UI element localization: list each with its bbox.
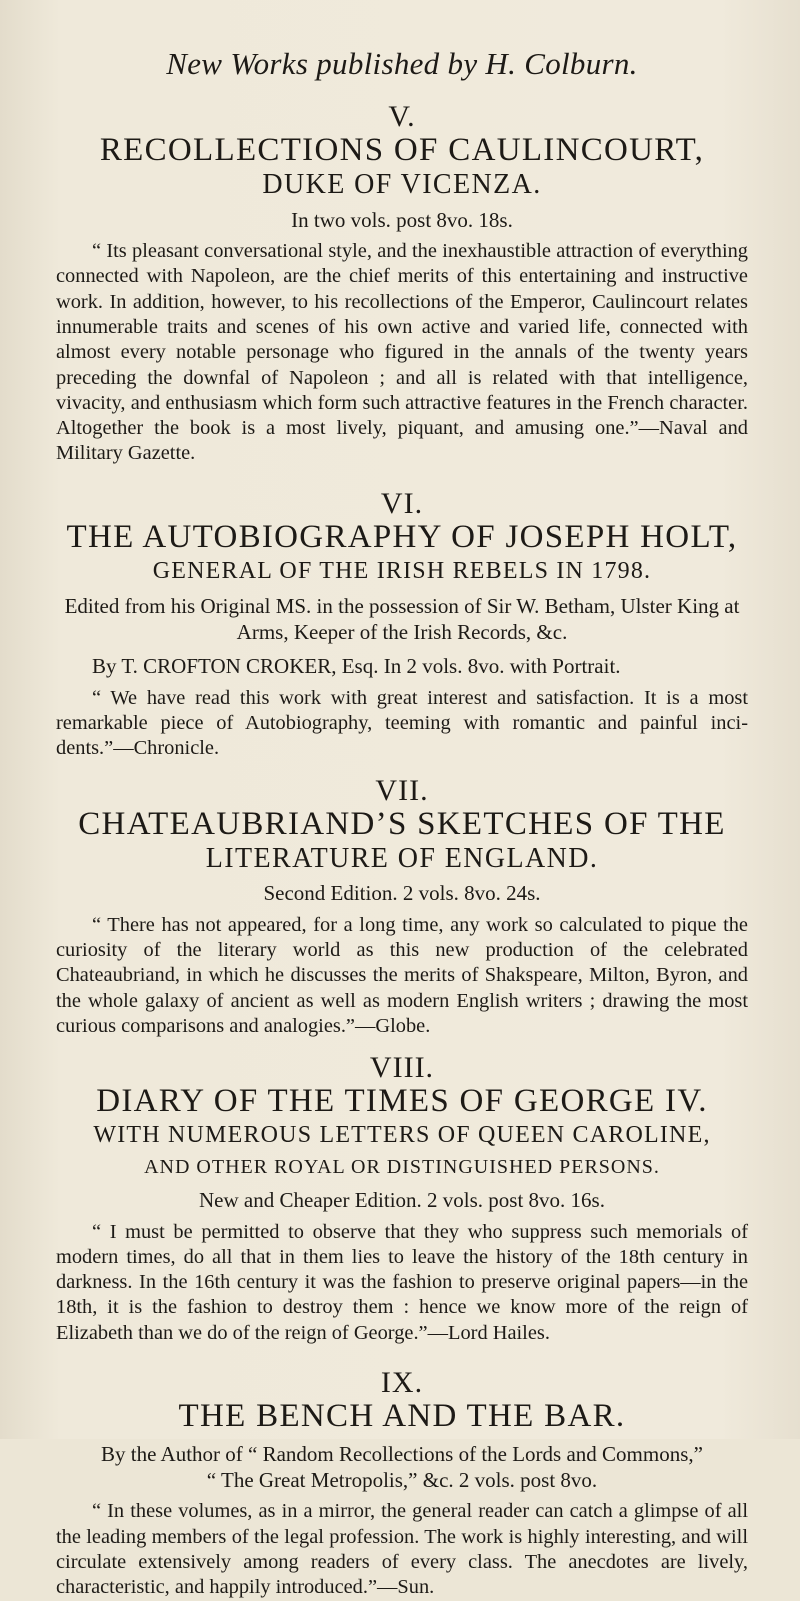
entry-review: “ Its pleasant conversational style, and the inexhaustible attraction of everything connected with Napoleon, are the chief merits of this entertaining and instructive work. In addition, however, to his recollections of the Emperor, Caulincourt relates innumerable traits and scenes of his own active and varied life, connected with almost every notable personage who figured in the annals of the twenty years preceding the downfal of Napoleon ; and all is related with that intelligence, vivacity, and enthusiasm which form such attractive features in the French character. Altogether the book is a most lively, piquant, and amusing one.”—Naval and Military Gazette. <box>56 240 748 465</box>
entry-edited-note: Edited from his Original MS. in the possession of Sir W. Betham, Ulster King at Arms, Keeper of the Irish Records, &c. <box>64 593 740 645</box>
entry-numeral: VIII. <box>369 1051 435 1085</box>
entry-author-line: “ The Great Metropolis,” &c. 2 vols. post 8vo. <box>206 1468 598 1493</box>
entry-viii <box>56 1053 748 1346</box>
entry-author-line: By the Author of “ Random Recollections of the Lords and Commons,” <box>101 1441 703 1466</box>
entry-edition <box>56 207 748 233</box>
entry-vi <box>56 486 748 762</box>
entry-review: “ We have read this work with great interest and satisfaction. It is a most remarkable piece of Autobiography, teeming with romantic and painful incidents.”—Chronicle. <box>56 686 748 760</box>
entry-numeral: VI. <box>380 486 424 520</box>
entry-numeral: IX. <box>380 1366 424 1400</box>
entry-edition-text: In two vols. post 8vo. 18s. <box>291 207 513 232</box>
entry-title: RECOLLECTIONS OF CAULINCOURT, <box>99 132 705 168</box>
entry-numeral: V. <box>388 100 416 133</box>
entry-title-sub: WITH NUMEROUS LETTERS OF QUEEN CAROLINE, <box>93 1122 711 1149</box>
entry-title: CHATEAUBRIAND’S SKETCHES OF THE <box>78 805 726 842</box>
entry-v <box>56 102 748 467</box>
entry-review: “ I must be permitted to observe that they who suppress such memorials of modern times, do all that in them lies to leave the history of the 18th century in darkness. In the 16th century it was the fashion to preserve original papers—in the 18th, it is the fashion to destroy them : hence we know more of the reign of Elizabeth than we do of the reign of George.”—Lord Hailes. <box>56 1220 748 1344</box>
running-head: New Works published by H. Colburn. <box>166 46 638 81</box>
entry-title-sub: GENERAL OF THE IRISH REBELS IN 1798. <box>152 557 652 584</box>
entry-title: THE BENCH AND THE BAR. <box>178 1398 626 1435</box>
entry-ix <box>56 1368 748 1601</box>
entry-numeral: VII. <box>375 773 429 807</box>
entry-title: THE AUTOBIOGRAPHY OF JOSEPH HOLT, <box>66 518 738 555</box>
entry-review: “ In these volumes, as in a mirror, the general reader can catch a glimpse of all the leading members of the legal profession. The work is highly interesting, and will circulate extensively among readers of every class. The anecdotes are lively, characteristic, and happily introduced.”—Sun. <box>56 1500 748 1599</box>
entry-title-sub: DUKE OF VICENZA. <box>262 168 542 200</box>
entry-title-sub: AND OTHER ROYAL OR DISTINGUISHED PERSONS. <box>144 1156 660 1179</box>
entry-title: DIARY OF THE TIMES OF GEORGE IV. <box>96 1083 708 1120</box>
entry-review: “ There has not appeared, for a long time, any work so calculated to pique the curiosity of the literary world as this new production of the celebrated Chateaubriand, in which he discusses the merits of Shakspeare, Milton, Byron, and the whole galaxy of ancient as well as modern English writers ; drawing the most curious comparisons and analogies.”—Globe. <box>56 913 748 1037</box>
entry-vii <box>56 773 748 1040</box>
entry-byline: By T. CROFTON CROKER, Esq. In 2 vols. 8vo. with Portrait. <box>92 654 621 679</box>
entry-edition: New and Cheaper Edition. 2 vols. post 8vo. 16s. <box>199 1188 605 1213</box>
entry-title-sub: LITERATURE OF ENGLAND. <box>205 842 599 874</box>
entry-edition: Second Edition. 2 vols. 8vo. 24s. <box>263 881 541 906</box>
